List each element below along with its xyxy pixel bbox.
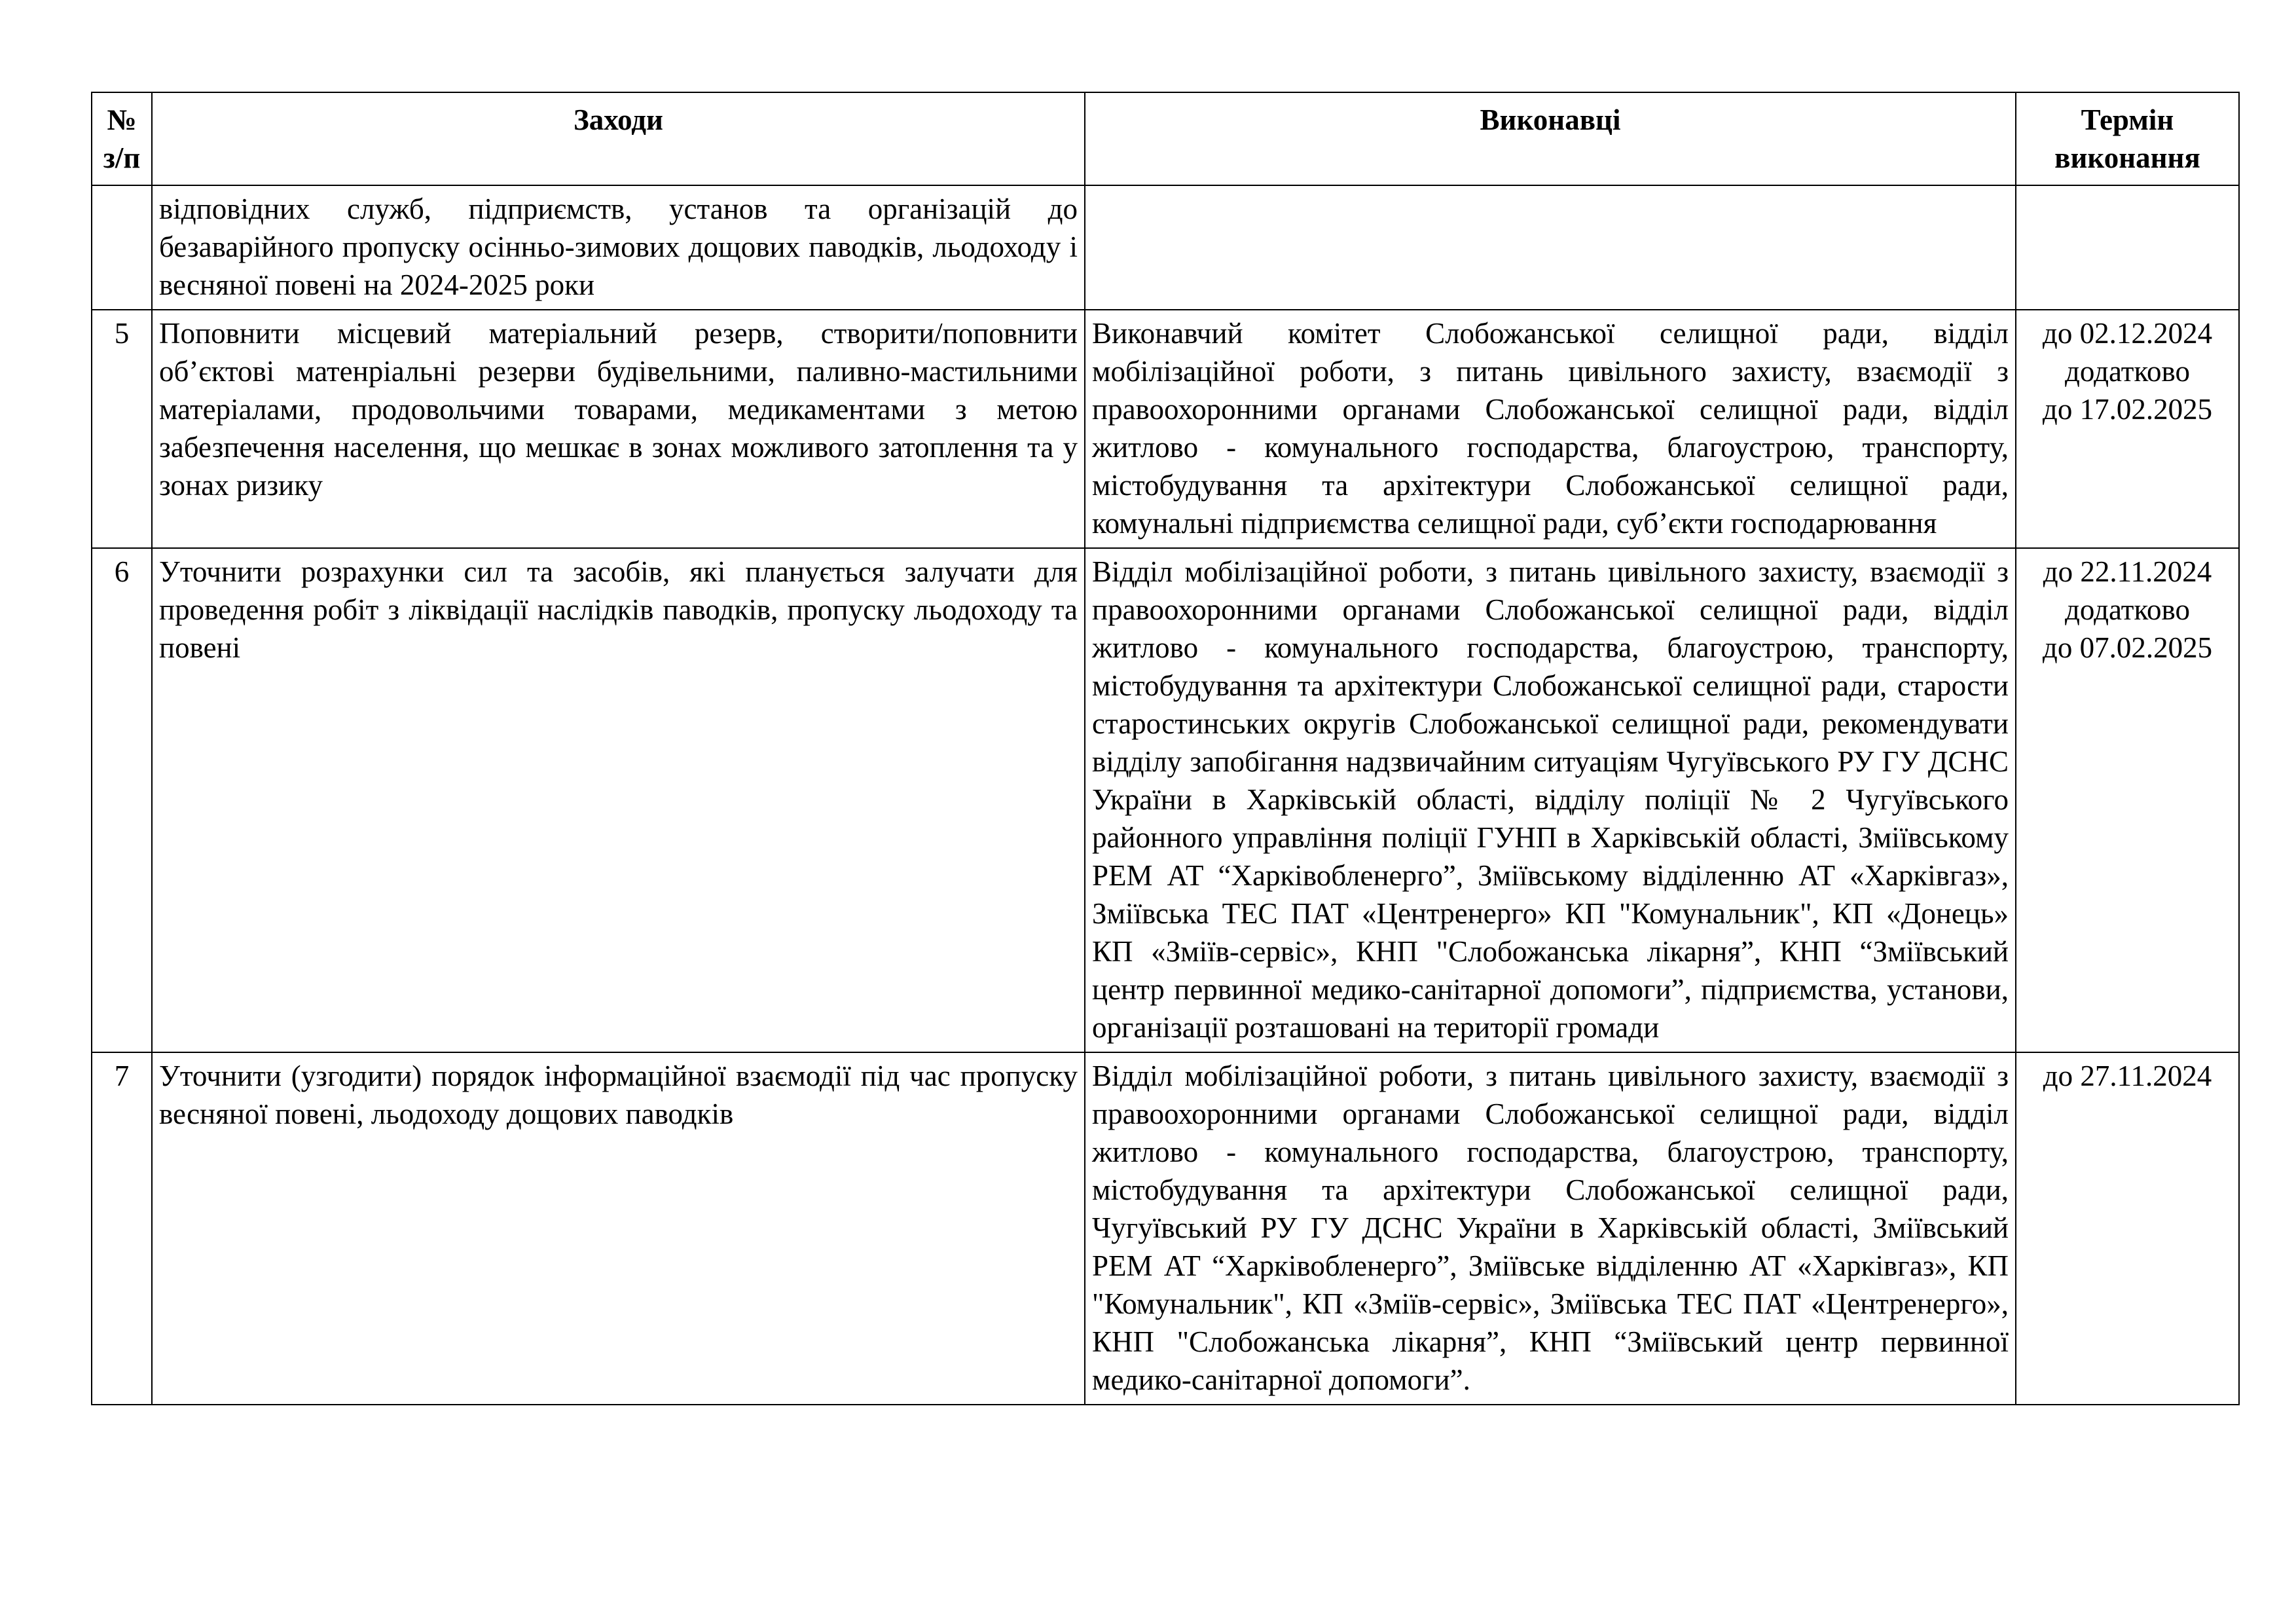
row-measures: Уточнити розрахунки сил та засобів, які планується залучати для проведення робіт з ліквідації наслідків паводків, пропуску льодоходу та повені: [152, 548, 1085, 1052]
document-page: [91, 92, 2238, 1405]
header-executors: Виконавці: [1085, 92, 2016, 185]
deadline-line: до 17.02.2025: [2042, 393, 2213, 426]
row-executors: [1085, 185, 2016, 310]
table-row: [92, 1052, 2239, 1405]
deadline-line: додатково: [2065, 355, 2190, 388]
table-row: [92, 310, 2239, 548]
row-deadline: [2016, 1052, 2239, 1405]
row-number: 5: [92, 310, 152, 548]
header-deadline: Термін виконання: [2016, 92, 2239, 185]
deadline-line: до 02.12.2024: [2042, 317, 2213, 350]
row-number: 7: [92, 1052, 152, 1405]
header-number: № з/п: [92, 92, 152, 185]
deadline-line: до 07.02.2025: [2042, 631, 2213, 664]
deadline-line: додатково: [2065, 593, 2190, 626]
row-executors: Відділ мобілізаційної роботи, з питань цивільного захисту, взаємодії з правоохоронними органами Слобожанської селищної ради, відділ житлово - комунального господарства, благоустрою, транспорту, містобудування та архітектури Слобожанської селищної ради, Чугуївський РУ ГУ ДСНС України в Харківській області, Зміївський РЕМ АТ “Харківобленерго”, Зміївське відділенню АТ «Харківгаз», КП "Комунальник", КП «Зміїв-сервіс», Зміївська ТЕС ПАТ «Центренерго», КНП "Слобожанська лікарня”, КНП “Зміївський центр первинної медико-санітарної допомоги”.: [1085, 1052, 2016, 1405]
row-measures: Поповнити місцевий матеріальний резерв, створити/поповнити об’єктові матенріальні резерви будівельними, паливно-мастильними матеріалами, продовольчими товарами, медикаментами з метою забезпечення населення, що мешкає в зонах можливого затоплення та у зонах ризику: [152, 310, 1085, 548]
row-deadline: [2016, 548, 2239, 1052]
table-row: [92, 548, 2239, 1052]
row-number: [92, 185, 152, 310]
table-header-row: [92, 92, 2239, 185]
row-deadline: [2016, 310, 2239, 548]
deadline-line: до 22.11.2024: [2043, 555, 2212, 588]
row-measures: відповідних служб, підприємств, установ та організацій до безаварійного пропуску осінньо-зимових дощових паводків, льодоходу і весняної повені на 2024-2025 роки: [152, 185, 1085, 310]
deadline-line: до 27.11.2024: [2043, 1060, 2212, 1092]
table-row: [92, 185, 2239, 310]
row-executors: Відділ мобілізаційної роботи, з питань цивільного захисту, взаємодії з правоохоронними органами Слобожанської селищної ради, відділ житлово - комунального господарства, благоустрою, транспорту, містобудування та архітектури Слобожанської селищної ради, старости старостинських округів Слобожанської селищної ради, рекомендувати відділу запобігання надзвичайним ситуаціям Чугуївського РУ ГУ ДСНС України в Харківській області, відділу поліції № 2 Чугуївського районного управління поліції ГУНП в Харківській області, Зміївському РЕМ АТ “Харківобленерго”, Зміївському відділенню АТ «Харківгаз», Зміївська ТЕС ПАТ «Центренерго» КП "Комунальник", КП «Донець» КП «Зміїв-сервіс», КНП "Слобожанська лікарня”, КНП “Зміївський центр первинної медико-санітарної допомоги”, підприємства, установи, організації розташовані на території громади: [1085, 548, 2016, 1052]
measures-table: [91, 92, 2240, 1405]
row-executors: Виконавчий комітет Слобожанської селищної ради, відділ мобілізаційної роботи, з питань цивільного захисту, взаємодії з правоохоронними органами Слобожанської селищної ради, відділ житлово - комунального господарства, благоустрою, транспорту, містобудування та архітектури Слобожанської селищної ради, комунальні підприємства селищної ради, суб’єкти господарювання: [1085, 310, 2016, 548]
row-number: 6: [92, 548, 152, 1052]
row-deadline: [2016, 185, 2239, 310]
header-measures: Заходи: [152, 92, 1085, 185]
row-measures: Уточнити (узгодити) порядок інформаційної взаємодії під час пропуску весняної повені, льодоходу дощових паводків: [152, 1052, 1085, 1405]
